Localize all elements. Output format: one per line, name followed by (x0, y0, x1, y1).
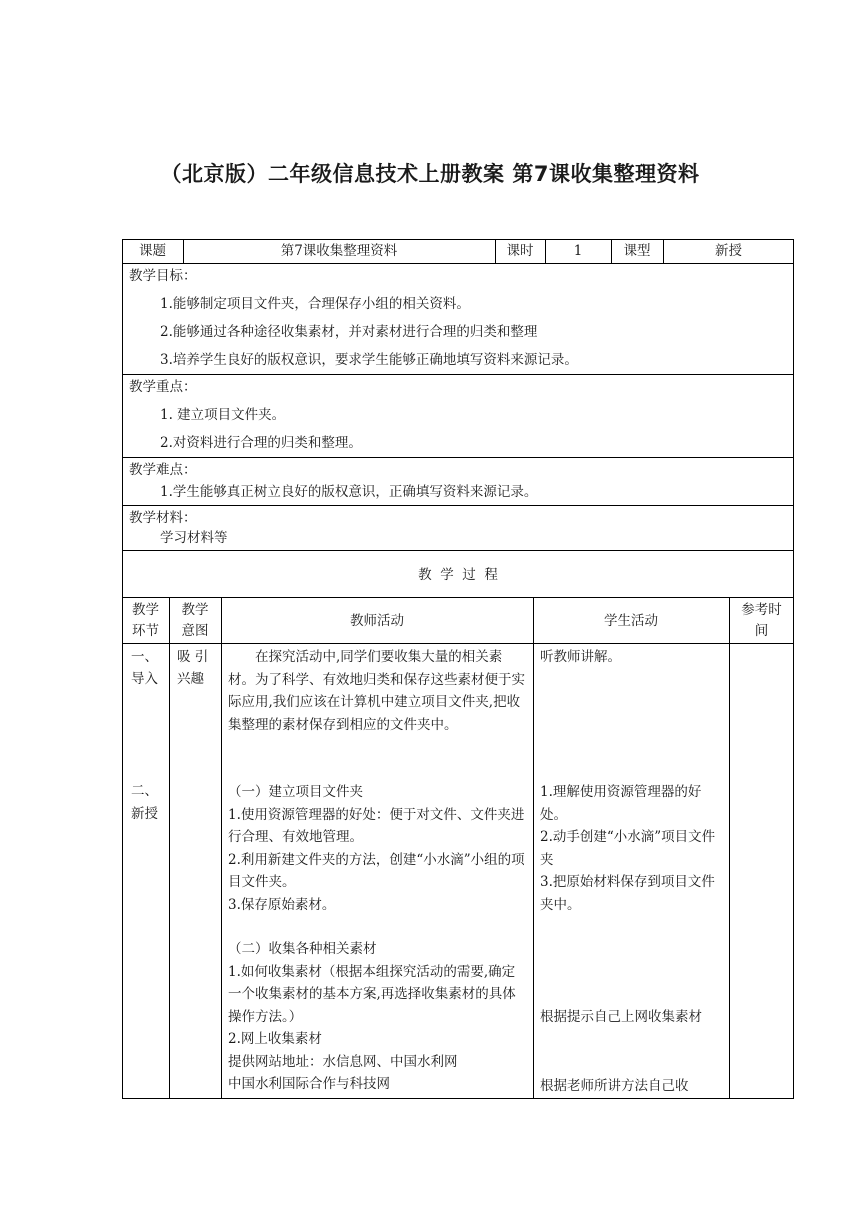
student-part2b: 根据老师所讲方法自己收 (540, 1078, 689, 1094)
teacher-part2-item: 提供网站地址：水信息网、中国水利网 (228, 1053, 458, 1070)
student-part2a: 根据提示自己上网收集素材 (540, 1009, 702, 1025)
teacher-part1-heading: （一）建立项目文件夹 (228, 784, 363, 800)
col-stage-line1: 教学 (132, 602, 159, 618)
goal-item: 3.培养学生良好的版权意识，要求学生能够正确地填写资料来源记录。 (160, 352, 578, 368)
row-divider (122, 374, 794, 375)
key-point-item: 2.对资料进行合理的归类和整理。 (160, 435, 362, 451)
student-intro: 听教师讲解。 (540, 649, 621, 665)
goal-item: 1.能够制定项目文件夹，合理保存小组的相关资料。 (160, 296, 470, 312)
hours-value: 1 (573, 243, 583, 259)
col-divider (729, 597, 730, 1099)
key-points-heading: 教学重点： (129, 379, 197, 395)
col-student: 学生活动 (604, 613, 658, 629)
stage-2-line1: 二、 (131, 783, 158, 799)
col-time-line1: 参考时 (741, 602, 782, 618)
teacher-part1-item: 2.利用新建文件夹的方法，创建“小水滴”小组的项目文件夹。 (228, 851, 525, 890)
stage-2-line2: 新授 (131, 806, 158, 822)
col-stage-line2: 环节 (132, 623, 159, 639)
col-intent-line1: 教学 (181, 602, 209, 618)
type-value: 新授 (715, 243, 742, 259)
stage-1-line1: 一、 (131, 649, 158, 665)
goals-heading: 教学目标： (129, 268, 197, 284)
student-part1-item: 2.动手创建“小水滴”项目文件夹 (540, 829, 716, 868)
teacher-part2-heading: （二）收集各种相关素材 (228, 941, 377, 957)
teacher-part2-item: 2.网上收集素材 (228, 1031, 322, 1047)
teacher-intro: 在探究活动中,同学们要收集大量的相关素材。为了科学、有效地归类和保存这些素材便于实际应用,我们应该在计算机中建立项目文件夹,把收集整理的素材保存到相应的文件夹中。 (228, 649, 525, 733)
col-divider (533, 597, 534, 1099)
intent-1-line2: 兴趣 (177, 671, 204, 687)
stage-1-line2: 导入 (131, 671, 158, 687)
process-heading: 教 学 过 程 (418, 567, 498, 583)
col-divider (169, 597, 170, 1099)
row-divider (122, 597, 794, 598)
teacher-part2-item: 中国水利国际合作与科技网 (228, 1076, 390, 1092)
goal-item: 2.能够通过各种途径收集素材，并对素材进行合理的归类和整理 (160, 324, 538, 340)
teacher-part2-item: 1.如何收集素材（根据本组探究活动的需要,确定一个收集素材的基本方案,再选择收集素材的具体操作方法。） (228, 963, 516, 1025)
hours-label: 课时 (506, 243, 534, 259)
col-divider (221, 597, 222, 1099)
teacher-part1-item: 1.使用资源管理器的好处：便于对文件、文件夹进行合理、有效地管理。 (228, 806, 525, 845)
student-part1-item: 1.理解使用资源管理器的好处。 (540, 784, 702, 823)
col-teacher: 教师活动 (350, 613, 404, 629)
topic-label: 课题 (139, 243, 166, 259)
topic-value: 第7课收集整理资料 (280, 243, 398, 259)
intent-1-line1: 吸 引 (177, 649, 209, 665)
student-part1-item: 3.把原始材料保存到项目文件夹中。 (540, 874, 715, 913)
key-point-item: 1. 建立项目文件夹。 (160, 407, 286, 423)
difficulty-item: 1.学生能够真正树立良好的版权意识，正确填写资料来源记录。 (160, 484, 538, 500)
teacher-part1-item: 3.保存原始素材。 (228, 896, 336, 913)
col-time-line2: 间 (754, 623, 769, 639)
col-intent-line2: 意图 (181, 623, 209, 639)
row-divider (122, 263, 794, 264)
materials-item: 学习材料等 (160, 530, 228, 546)
row-divider (122, 550, 794, 551)
document-title: （北京版）二年级信息技术上册教案 第7课收集整理资料 (160, 162, 700, 186)
teacher-part2 (228, 938, 526, 1096)
student-part1 (540, 781, 724, 916)
type-label: 课型 (623, 243, 651, 259)
teacher-part1 (228, 781, 526, 916)
row-divider (122, 643, 794, 644)
row-divider (122, 505, 794, 506)
row-divider (122, 457, 794, 458)
materials-heading: 教学材料： (129, 510, 197, 526)
difficulties-heading: 教学难点： (129, 462, 197, 478)
